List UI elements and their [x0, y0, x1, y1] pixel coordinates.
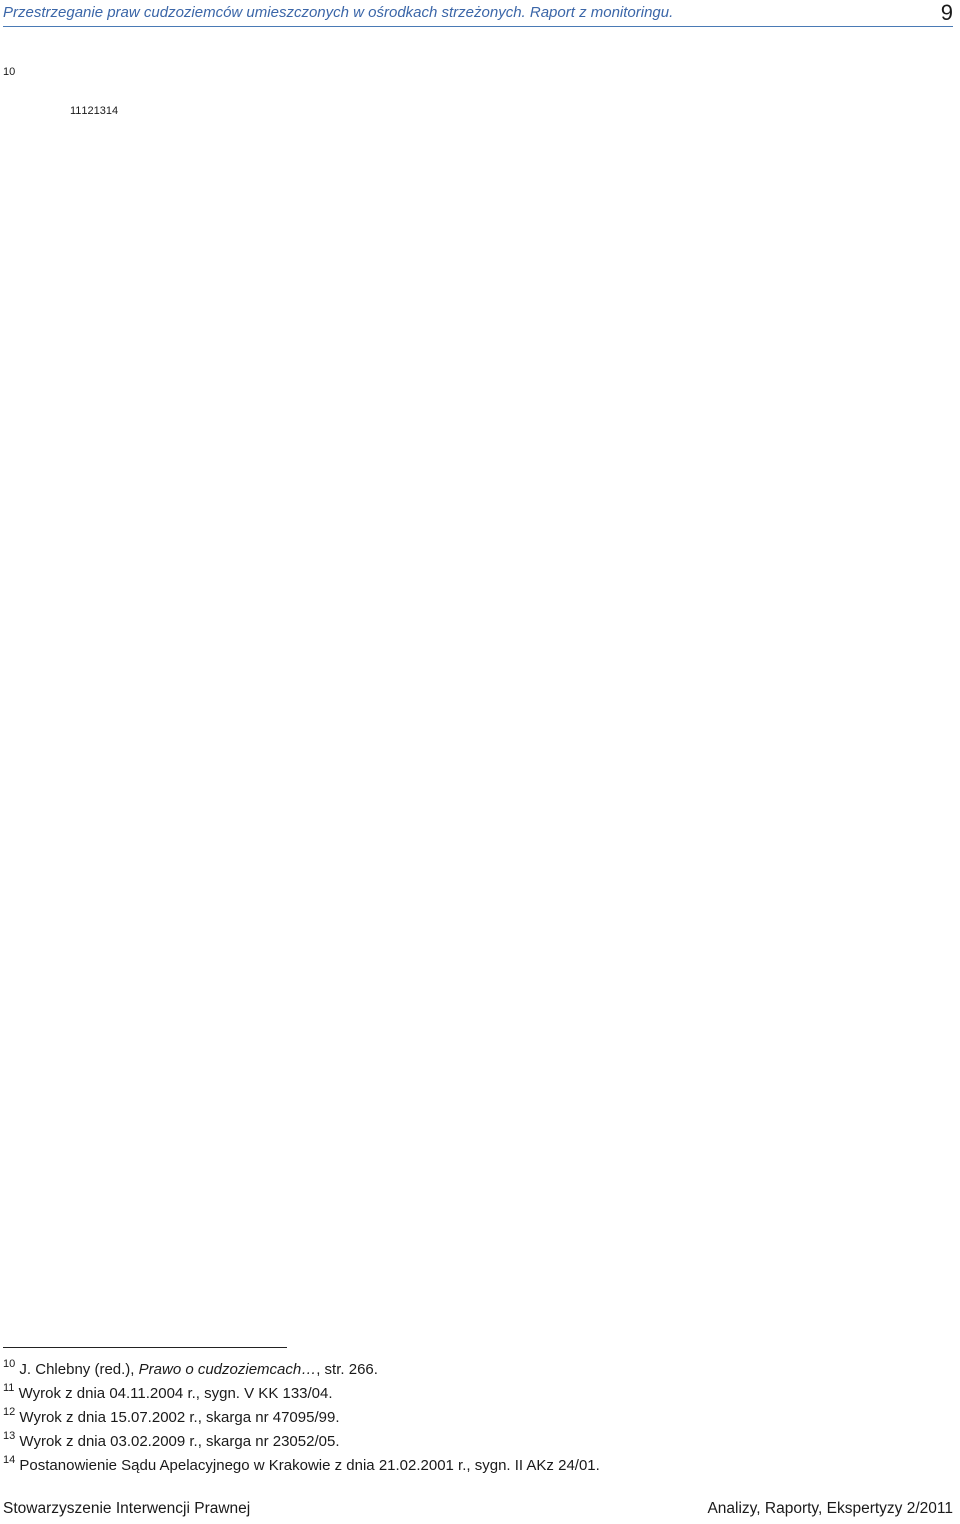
- footnote-title: Prawo o cudzoziemcach…: [138, 1361, 317, 1378]
- footnote-ref-14[interactable]: 14: [105, 104, 119, 117]
- footnote-10: [3, 1358, 957, 1382]
- page-footer: [3, 1500, 953, 1522]
- body-text: [3, 58, 957, 135]
- footnote-12: [3, 1406, 957, 1430]
- footer-publisher: Stowarzyszenie Interwencji Prawnej: [3, 1500, 251, 1517]
- footnote-ref-10[interactable]: 10: [3, 66, 16, 79]
- footnote-text: Wyrok z dnia 15.07.2002 r., skarga nr 47095/99.: [19, 1409, 340, 1426]
- footnote-ref-13[interactable]: 13: [93, 104, 106, 117]
- footnote-number: 10: [3, 1358, 16, 1370]
- footnote-11: [3, 1382, 957, 1406]
- page-header: [3, 0, 953, 27]
- footnote-14: [3, 1454, 957, 1478]
- footnote-separator: [3, 1347, 287, 1348]
- footnote-text: Wyrok z dnia 03.02.2009 r., skarga nr 23052/05.: [19, 1433, 340, 1450]
- footnote-ref-12[interactable]: 12: [81, 104, 94, 117]
- paragraph-1: [3, 58, 957, 97]
- header-title: Przestrzeganie praw cudzoziemców umieszczonych w ośrodkach strzeżonych. Raport z monitoringu.: [3, 4, 674, 21]
- footnote-number: 14: [3, 1454, 16, 1466]
- footnote-ref-11[interactable]: 11: [70, 104, 82, 117]
- footnote-number: 12: [3, 1406, 16, 1418]
- page-number: 9: [940, 0, 953, 25]
- footer-series: Analizy, Raporty, Ekspertyzy 2/2011: [707, 1500, 953, 1517]
- footnotes: [3, 1358, 957, 1478]
- footnote-number: 11: [3, 1382, 15, 1394]
- footnote-text: Wyrok z dnia 04.11.2004 r., sygn. V KK 133/04.: [18, 1385, 333, 1402]
- paragraph-2: [3, 97, 957, 136]
- footnote-13: [3, 1430, 957, 1454]
- footnote-text: Postanowienie Sądu Apelacyjnego w Krakowie z dnia 21.02.2001 r., sygn. II AKz 24/01.: [19, 1457, 600, 1474]
- footnote-text: J. Chlebny (red.),: [19, 1361, 139, 1378]
- footnote-number: 13: [3, 1430, 16, 1442]
- footnote-text: , str. 266.: [316, 1361, 378, 1378]
